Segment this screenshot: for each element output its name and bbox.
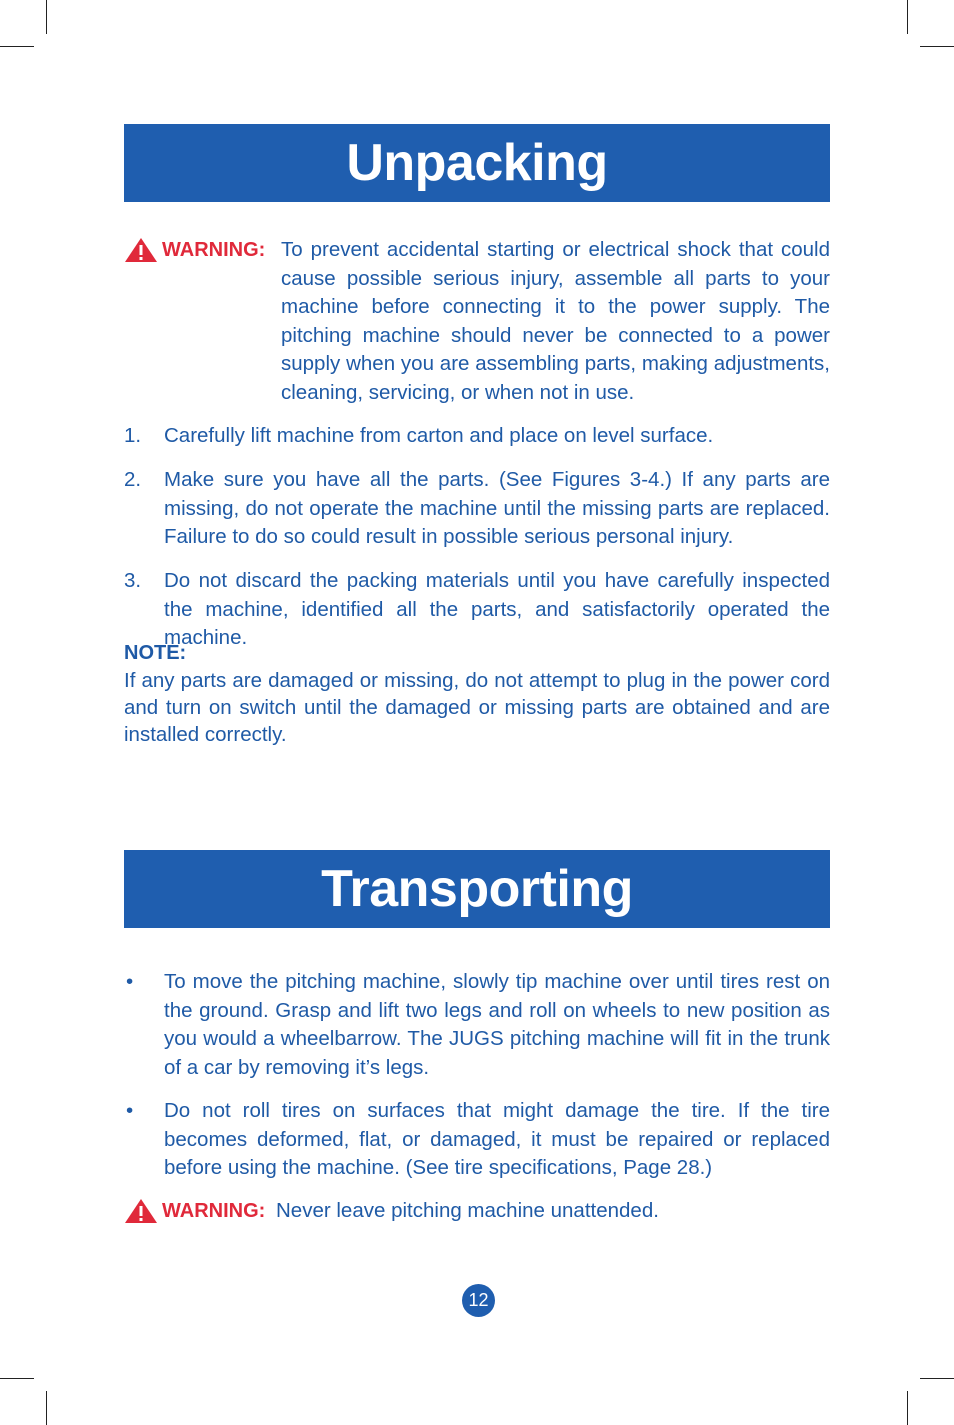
crop-mark xyxy=(46,0,47,34)
bullet-marker: • xyxy=(126,1099,134,1122)
section-title-transporting: Transporting xyxy=(124,850,830,928)
crop-mark xyxy=(46,1391,47,1425)
list-number: 1. xyxy=(124,424,142,447)
crop-mark xyxy=(920,46,954,47)
crop-mark xyxy=(907,1391,908,1425)
warning-label-wrap xyxy=(124,236,265,264)
crop-mark xyxy=(0,1378,34,1379)
list-number: 2. xyxy=(124,468,142,491)
warning-label: WARNING: xyxy=(162,239,266,261)
bullet-text: Do not roll tires on surfaces that might damage the tire. If the tire becomes deformed, flat, or damaged, it must be repaired or replaced before using the machine. (See tire specifications, Page 28.) xyxy=(164,1099,830,1179)
note-text: If any parts are damaged or missing, do not attempt to plug in the power cord and turn on switch until the damaged or missing parts are obtained and are installed correctly. xyxy=(124,669,830,746)
list-item-text: Do not discard the packing materials until you have carefully inspected the machine, identified all the parts, and satisfactorily operated the machine. xyxy=(164,569,830,649)
list-item-text: Make sure you have all the parts. (See Figures 3-4.) If any parts are missing, do not operate the machine until the missing parts are replaced. Failure to do so could result in possible serious personal injury. xyxy=(164,468,830,548)
page-number-badge: 12 xyxy=(462,1284,495,1317)
crop-mark xyxy=(907,0,908,34)
warning-triangle-icon xyxy=(124,1198,158,1224)
bullet-text: To move the pitching machine, slowly tip machine over until tires rest on the ground. Grasp and lift two legs and roll on wheels to new position as you would a wheelbarrow. The JUGS pitching machine will fit in the trunk of a car by removing it’s legs. xyxy=(164,970,830,1079)
list-number: 3. xyxy=(124,569,142,592)
crop-mark xyxy=(920,1378,954,1379)
unpacking-warning xyxy=(124,236,830,406)
note-block xyxy=(124,639,830,748)
warning-triangle-icon xyxy=(124,237,158,263)
transporting-warning xyxy=(124,1197,830,1227)
warning-text: Never leave pitching machine unattended. xyxy=(276,1199,659,1222)
bullet-marker: • xyxy=(126,970,134,993)
warning-label: WARNING: xyxy=(162,1200,266,1222)
note-label: NOTE: xyxy=(124,642,187,664)
section-title-unpacking: Unpacking xyxy=(124,124,830,202)
crop-mark xyxy=(0,46,34,47)
warning-label-wrap xyxy=(124,1197,265,1225)
warning-text: To prevent accidental starting or electrical shock that could cause possible serious injury, assemble all parts to your machine before connecting it to the power supply. The pitching machine should never be connected to a power supply when you are assembling parts, making adjustments, cleaning, servicing, or when not in use. xyxy=(281,238,830,404)
list-item-text: Carefully lift machine from carton and place on level surface. xyxy=(164,424,714,447)
